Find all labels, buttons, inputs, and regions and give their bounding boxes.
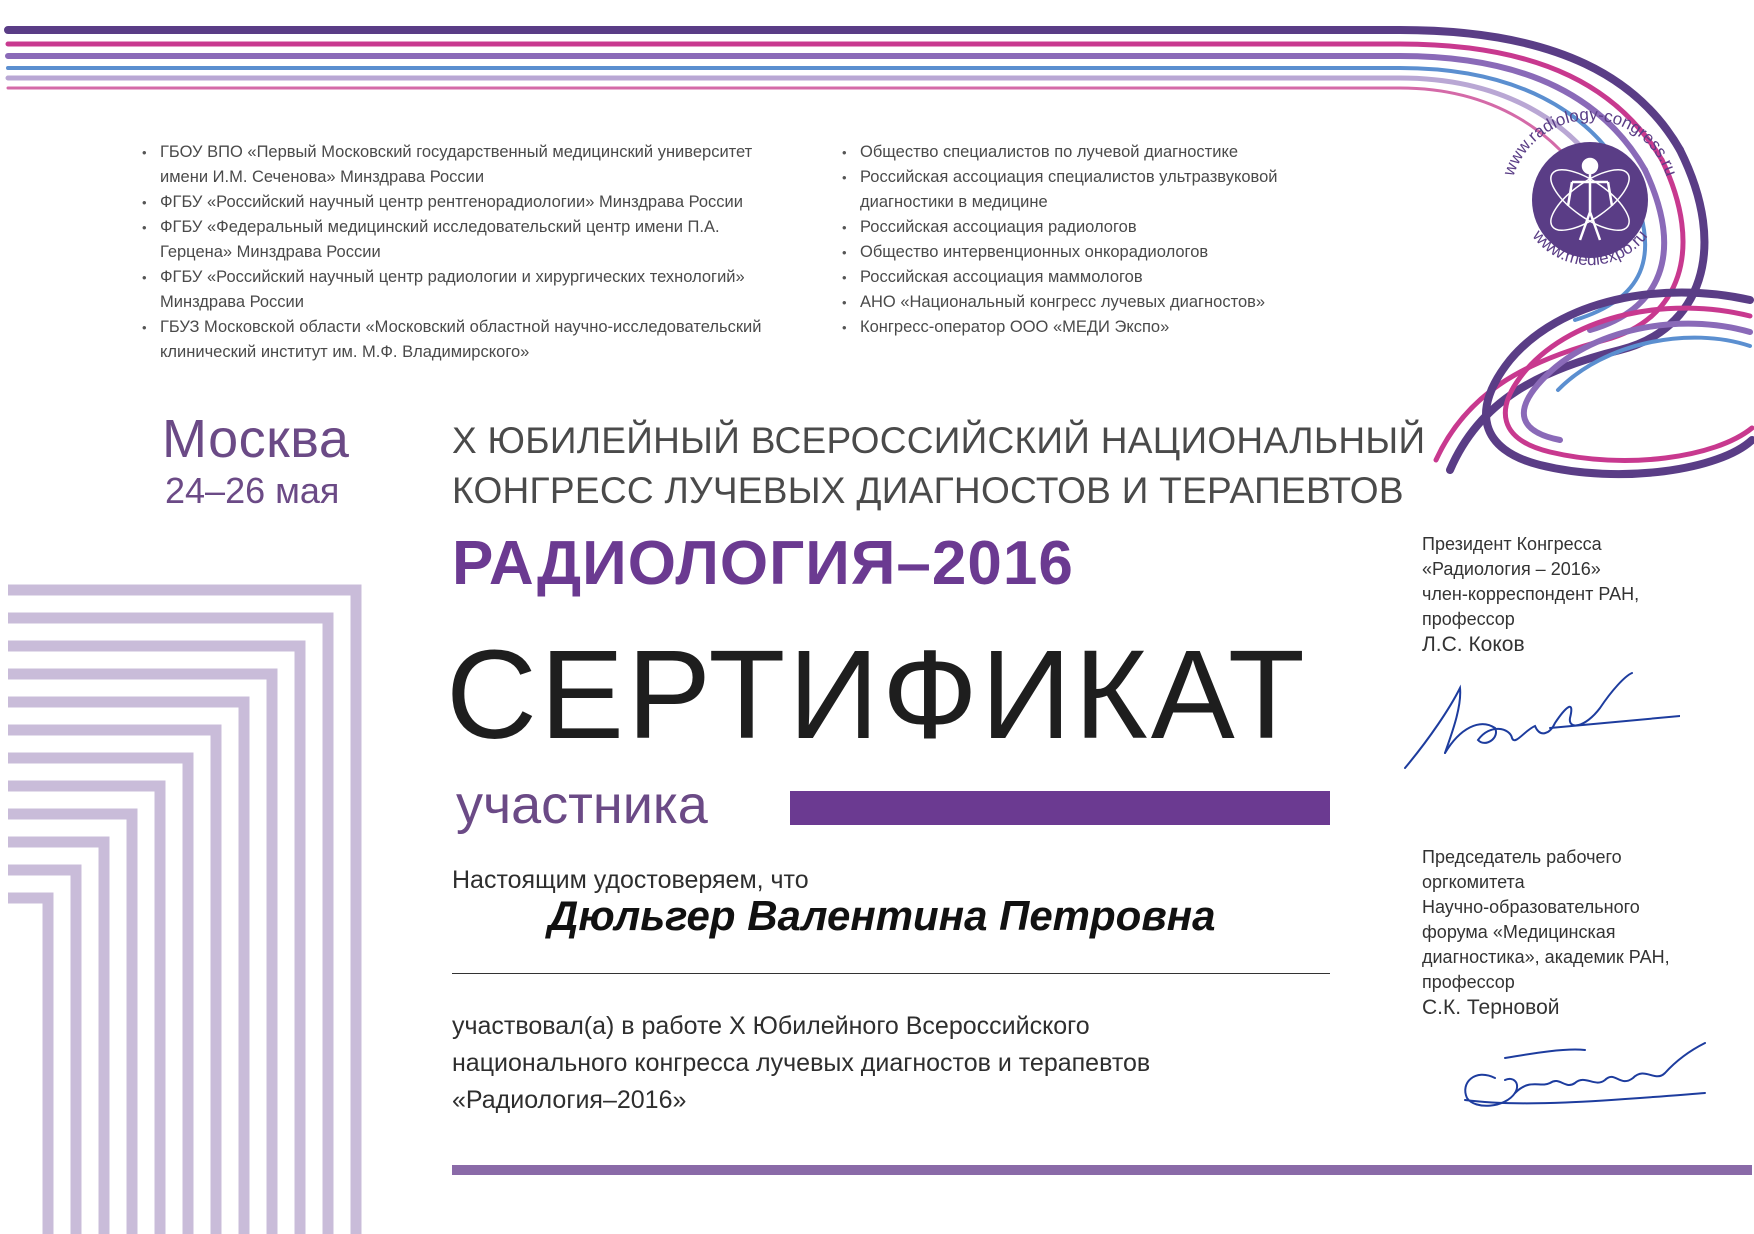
organizer-item: • Российская ассоциация радиологов [838, 215, 1318, 240]
signatory-title-line: член-корреспондент РАН, [1422, 584, 1640, 604]
organizer-item: • Общество специалистов по лучевой диагностике [838, 140, 1318, 165]
certification-statement: Настоящим удостоверяем, что [452, 866, 809, 894]
congress-logo [1480, 90, 1700, 310]
organizer-item: • ФГБУ «Российский научный центр радиологии и хирургических технологий» Минздрава России [138, 265, 778, 315]
organizer-item: • АНО «Национальный конгресс лучевых диагностов» [838, 290, 1318, 315]
participant-name: Дюльгер Валентина Петровна [548, 892, 1216, 939]
organizer-item: • Общество интервенционных онкорадиологов [838, 240, 1318, 265]
participation-text [452, 1008, 1150, 1119]
signatory-title-line: форума «Медицинская [1422, 922, 1616, 942]
signature-ternovoy [1455, 1038, 1715, 1118]
organizer-item: • ГБОУ ВПО «Первый Московский государственный медицинский университет имени И.М. Сеченова» Минздрава России [138, 140, 778, 190]
logo-url-bottom: www.mediexpo.ru [1528, 226, 1652, 270]
certificate-title: СЕРТИФИКАТ [446, 624, 1308, 765]
signatory-title-line: Научно-образовательного [1422, 897, 1640, 917]
participation-line: участвовал(а) в работе X Юбилейного Всероссийского [452, 1012, 1090, 1040]
signatory-title-line: «Радиология – 2016» [1422, 559, 1601, 579]
signatory-title-line: диагностика», академик РАН, [1422, 947, 1670, 967]
signatory-title-line: профессор [1422, 609, 1515, 629]
organizer-item: • ФГБУ «Федеральный медицинский исследовательский центр имени П.А. Герцена» Минздрава России [138, 215, 778, 265]
certificate-subtitle: участника [456, 775, 708, 835]
organizer-item: • ФГБУ «Российский научный центр рентгенорадиологии» Минздрава России [138, 190, 778, 215]
signatory-chairman [1422, 845, 1722, 1020]
subtitle-accent-bar [790, 791, 1330, 825]
organizer-item: • Российская ассоциация маммологов [838, 265, 1318, 290]
name-underline [452, 973, 1330, 974]
participation-line: национального конгресса лучевых диагностов и терапевтов [452, 1049, 1151, 1077]
bottom-accent-bar [452, 1165, 1752, 1175]
organizers-list-left [138, 140, 778, 365]
signatory-name: Л.С. Коков [1422, 633, 1525, 656]
signatory-president [1422, 532, 1722, 657]
signatory-title-line: оргкомитета [1422, 872, 1525, 892]
event-name: РАДИОЛОГИЯ–2016 [452, 529, 1074, 598]
organizer-item: • ГБУЗ Московской области «Московский областной научно-исследовательский клинический институт им. М.Ф. Владимирского» [138, 315, 778, 365]
signatory-title-line: профессор [1422, 972, 1515, 992]
organizer-item: • Российская ассоциация специалистов ультразвуковой диагностики в медицине [838, 165, 1318, 215]
signature-kokov [1400, 668, 1680, 778]
signatory-name: С.К. Терновой [1422, 996, 1560, 1019]
event-dates: 24–26 мая [165, 470, 340, 511]
congress-title-line2: КОНГРЕСС ЛУЧЕВЫХ ДИАГНОСТОВ И ТЕРАПЕВТОВ [452, 470, 1404, 511]
signatory-title-line: Председатель рабочего [1422, 847, 1622, 867]
participation-line: «Радиология–2016» [452, 1086, 687, 1114]
congress-title-line1: X ЮБИЛЕЙНЫЙ ВСЕРОССИЙСКИЙ НАЦИОНАЛЬНЫЙ [452, 420, 1426, 461]
signatory-title-line: Президент Конгресса [1422, 534, 1602, 554]
logo-url-top: www.radiology-congress.ru [1499, 104, 1681, 179]
organizer-item: • Конгресс-оператор ООО «МЕДИ Экспо» [838, 315, 1318, 340]
organizers-list-right [838, 140, 1318, 340]
event-city: Москва [162, 409, 350, 469]
